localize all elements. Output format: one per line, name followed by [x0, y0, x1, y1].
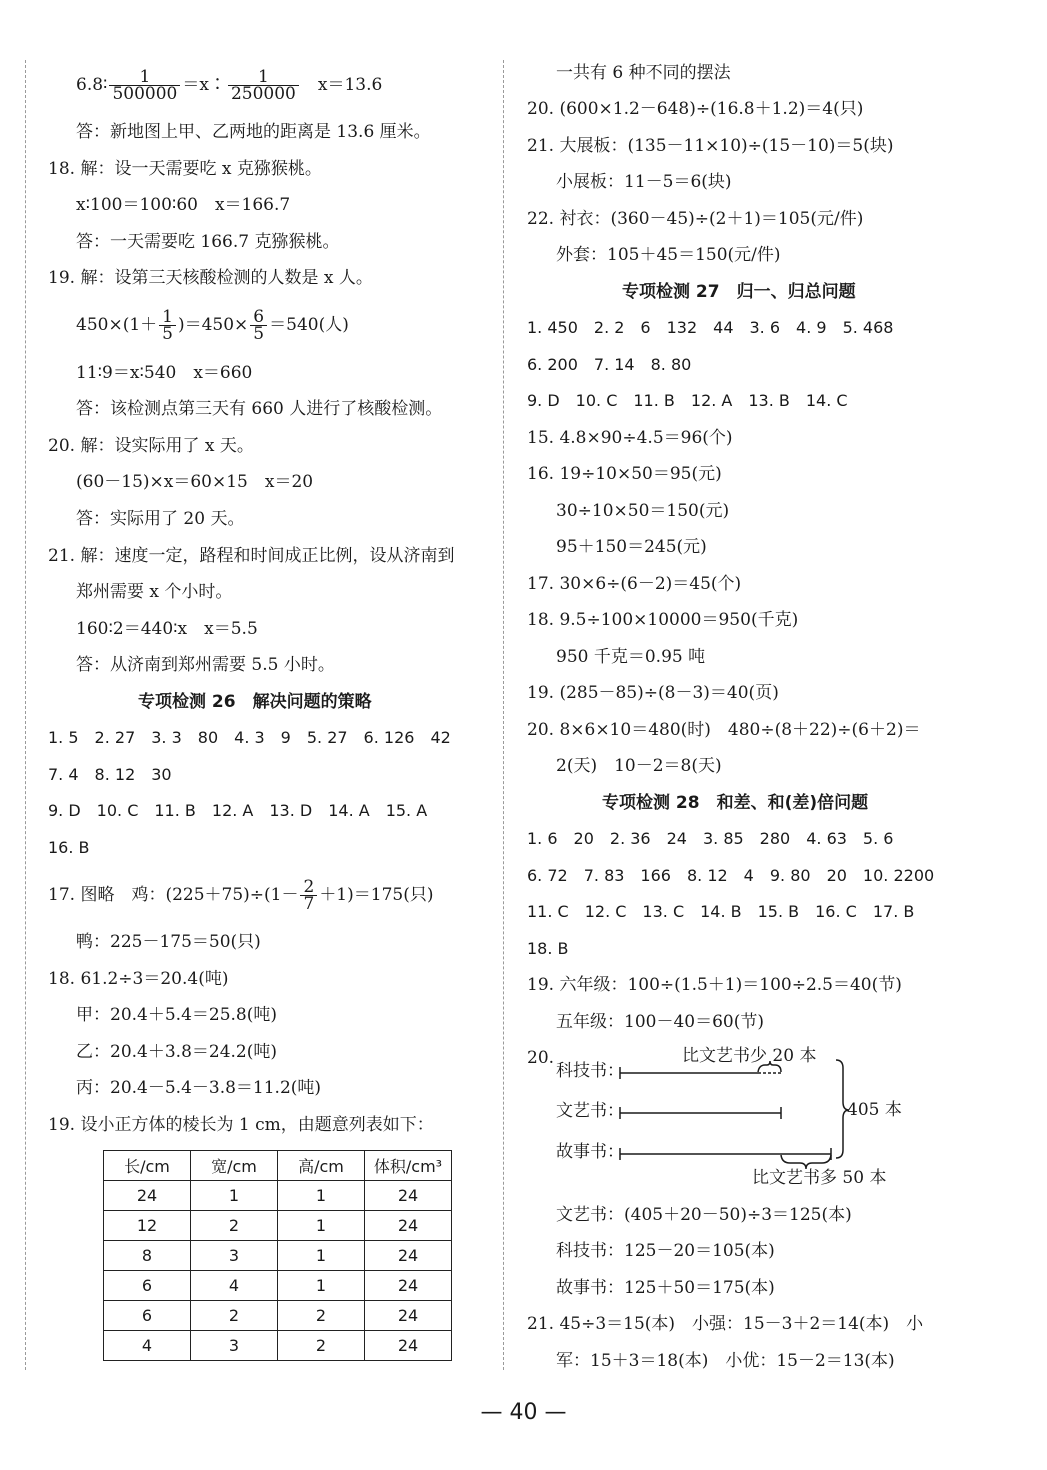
answers28-row-4: 18. B — [527, 939, 569, 958]
brace-total-405 — [836, 1060, 849, 1158]
table-row: 6 2 2 24 — [104, 1301, 452, 1331]
diagram-note-less: 比文艺书少 20 本 — [682, 1046, 817, 1066]
diagram-label-keji: 科技书： — [556, 1061, 624, 1081]
right-line-2: 20. (600×1.2－648)÷(16.8＋1.2)＝4(只) — [527, 99, 864, 119]
page-number: — 40 — — [480, 1400, 567, 1425]
right-line-q18: 18. 9.5÷100×10000＝950(千克) — [527, 610, 799, 630]
right-line-5: 22. 衬衣：(360－45)÷(2＋1)＝105(元/件) — [527, 209, 864, 229]
right-line-q21b: 军：15＋3＝18(本) 小优：15－2＝13(本) — [556, 1351, 895, 1371]
right-line-gushi: 故事书：125＋50＝175(本) — [556, 1278, 775, 1298]
left-line-2: 答：新地图上甲、乙两地的距离是 13.6 厘米。 — [76, 122, 431, 142]
answers28-row-3: 11. C 12. C 13. C 14. B 15. B 16. C 17. B — [527, 902, 915, 921]
diagram-number: 20. — [527, 1048, 555, 1068]
fraction-two-sevenths: $\frac{2}{7}$ — [300, 879, 317, 912]
diagram-label-wenyi: 文艺书： — [556, 1101, 624, 1121]
right-line-q20: 20. 8×6×10＝480(时) 480÷(8＋22)÷(6＋2)＝ — [527, 720, 921, 740]
left-line-7: 450×(1＋ $\frac{1}{5}$ )＝450× $\frac{6}{5}$ ＝540(人) — [76, 307, 349, 344]
header-width: 宽/cm — [191, 1151, 278, 1181]
table-row: 24 1 1 24 — [104, 1181, 452, 1211]
table-row: 8 3 1 24 — [104, 1241, 452, 1271]
right-line-wenyi: 文艺书：(405＋20－50)÷3＝125(本) — [556, 1205, 852, 1225]
right-line-q19b-28: 五年级：100－40＝60(节) — [556, 1012, 764, 1032]
answers28-row-1: 1. 6 20 2. 36 24 3. 85 280 4. 63 5. 6 — [527, 829, 894, 848]
answers28-row-2: 6. 72 7. 83 166 8. 12 4 9. 80 20 10. 2200 — [527, 866, 935, 885]
fraction-1: $\frac{1}{500000}$ — [109, 69, 180, 102]
ratio-prefix: 6.8∶ — [76, 75, 108, 95]
right-line-keji: 科技书：125－20＝105(本) — [556, 1241, 775, 1261]
right-line-4: 小展板：11－5＝6(块) — [556, 172, 732, 192]
left-line-8: 11∶9＝x∶540 x＝660 — [76, 363, 253, 383]
brace-less-20 — [758, 1061, 781, 1072]
right-line-1: 一共有 6 种不同的摆法 — [556, 63, 731, 83]
answers-row-3: 9. D 10. C 11. B 12. A 13. D 14. A 15. A — [48, 801, 428, 820]
table-row: 4 3 2 24 — [104, 1331, 452, 1361]
diagram-note-total: 405 本 — [847, 1100, 902, 1120]
ratio-post: x＝13.6 — [300, 75, 383, 95]
left-line-q19: 19. 设小正方体的棱长为 1 cm，由题意列表如下： — [48, 1115, 434, 1135]
header-height: 高/cm — [278, 1151, 365, 1181]
header-volume: 体积/cm³ — [365, 1151, 452, 1181]
left-line-3: 18. 解：设一天需要吃 x 克猕猴桃。 — [48, 159, 322, 179]
left-line-9: 答：该检测点第三天有 660 人进行了核酸检测。 — [76, 399, 443, 419]
right-line-3: 21. 大展板：(135－11×10)÷(15－10)＝5(块) — [527, 136, 894, 156]
answers27-row-1: 1. 450 2. 2 6 132 44 3. 6 4. 9 5. 468 — [527, 318, 894, 337]
ratio-mid: ＝x∶ — [182, 75, 226, 95]
left-line-5: 答：一天需要吃 166.7 克猕猴桃。 — [76, 232, 340, 252]
right-line-q17: 17. 30×6÷(6－2)＝45(个) — [527, 574, 742, 594]
left-line-bing: 丙：20.4－5.4－3.8＝11.2(吨) — [76, 1078, 322, 1098]
section-heading-27: 专项检测 27 归一、归总问题 — [622, 282, 856, 302]
right-line-q15: 15. 4.8×90÷4.5＝96(个) — [527, 428, 733, 448]
right-line-q16: 16. 19÷10×50＝95(元) — [527, 464, 722, 484]
left-line-14: 郑州需要 x 个小时。 — [76, 582, 233, 602]
answers-row-2: 7. 4 8. 12 30 — [48, 765, 172, 784]
left-line-6: 19. 解：设第三天核酸检测的人数是 x 人。 — [48, 268, 373, 288]
fraction-2: $\frac{1}{250000}$ — [228, 69, 299, 102]
diagram-note-more: 比文艺书多 50 本 — [752, 1168, 887, 1188]
left-line-q17: 17. 图略 鸡：(225＋75)÷(1－ $\frac{2}{7}$ ＋1)＝175(只) — [48, 877, 434, 914]
left-line-10: 20. 解：设实际用了 x 天。 — [48, 436, 254, 456]
right-line-q18b: 950 千克＝0.95 吨 — [556, 647, 706, 667]
table-row: 12 2 1 24 — [104, 1211, 452, 1241]
left-line-11: (60－15)×x＝60×15 x＝20 — [76, 472, 314, 492]
diagram-label-gushi: 故事书： — [556, 1142, 624, 1162]
left-line-q18: 18. 61.2÷3＝20.4(吨) — [48, 969, 229, 989]
section-heading-26: 专项检测 26 解决问题的策略 — [138, 692, 372, 712]
answers27-row-2: 6. 200 7. 14 8. 80 — [527, 355, 692, 374]
left-line-jia: 甲：20.4＋5.4＝25.8(吨) — [76, 1005, 278, 1025]
header-length: 长/cm — [104, 1151, 191, 1181]
answers-row-1: 1. 5 2. 27 3. 3 80 4. 3 9 5. 27 6. 126 42 — [48, 728, 451, 747]
left-line-16: 答：从济南到郑州需要 5.5 小时。 — [76, 655, 335, 675]
right-line-q19: 19. (285－85)÷(8－3)＝40(页) — [527, 683, 779, 703]
left-line-yi: 乙：20.4＋3.8＝24.2(吨) — [76, 1042, 278, 1062]
right-line-q19-28: 19. 六年级：100÷(1.5＋1)＝100÷2.5＝40(节) — [527, 975, 902, 995]
answers-row-4: 16. B — [48, 838, 90, 857]
left-line-15: 160∶2＝440∶x x＝5.5 — [76, 619, 258, 639]
brace-more-50 — [781, 1155, 831, 1169]
left-line-13: 21. 解：速度一定，路程和时间成正比例，设从济南到 — [48, 546, 455, 566]
right-line-6: 外套：105＋45＝150(元/件) — [556, 245, 781, 265]
left-line-4: x∶100＝100∶60 x＝166.7 — [76, 195, 291, 215]
fraction-one-fifth: $\frac{1}{5}$ — [159, 309, 176, 342]
fraction-six-fifths: $\frac{6}{5}$ — [250, 309, 267, 342]
right-line-q20b: 2(天) 10－2＝8(天) — [556, 756, 722, 776]
answers27-row-3: 9. D 10. C 11. B 12. A 13. B 14. C — [527, 391, 848, 410]
section-heading-28: 专项检测 28 和差、和(差)倍问题 — [602, 793, 869, 813]
left-line-duck: 鸭：225－175＝50(只) — [76, 932, 261, 952]
right-line-q16c: 95＋150＝245(元) — [556, 537, 707, 557]
right-line-q21: 21. 45÷3＝15(本) 小强：15－3＋2＝14(本) 小 — [527, 1314, 924, 1334]
left-line-12: 答：实际用了 20 天。 — [76, 509, 245, 529]
table-row: 6 4 1 24 — [104, 1271, 452, 1301]
right-line-q16b: 30÷10×50＝150(元) — [556, 501, 730, 521]
